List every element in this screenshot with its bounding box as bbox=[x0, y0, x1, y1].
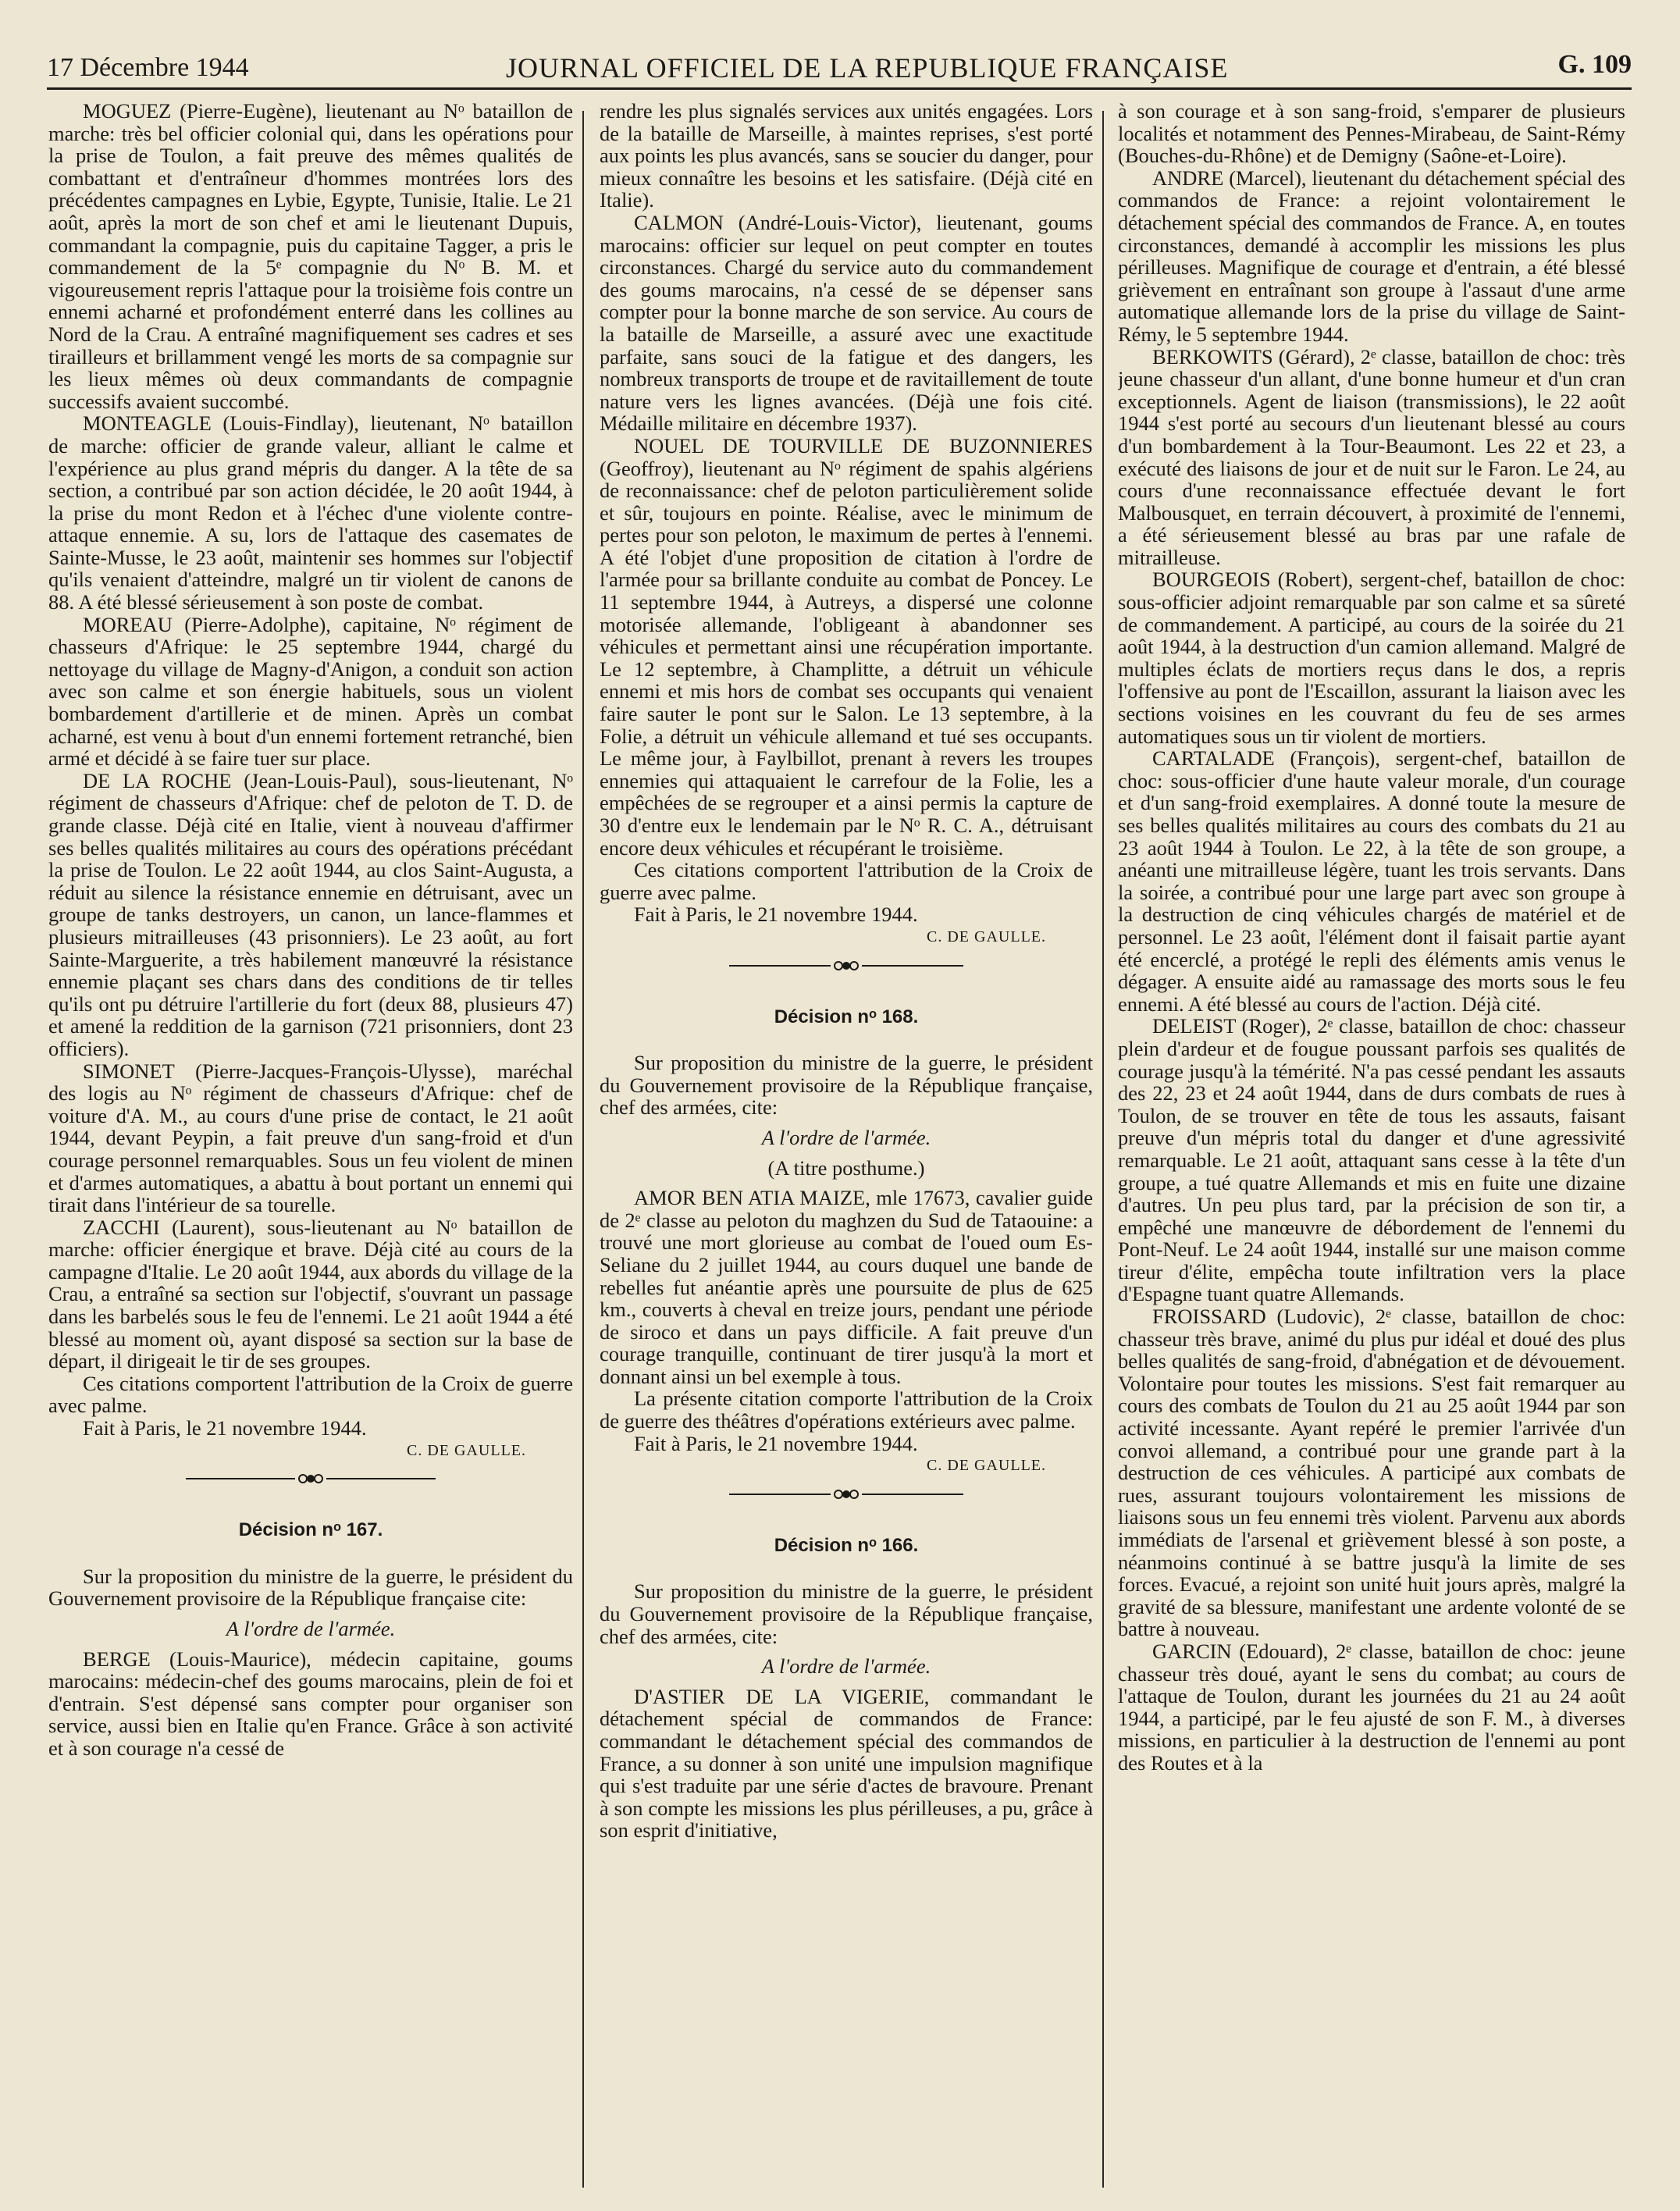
toe-palme-note: La présente citation comporte l'attribution de la Croix de guerre des théâtres d'opérations extérieurs avec palme. bbox=[600, 1387, 1093, 1433]
column-3 bbox=[1118, 100, 1625, 2192]
citation-cartalade: CARTALADE (François), sergent-chef, bataillon de choc: sous-officier d'une haute valeur morale, d'un courage et d'un sang-froid exemplaires. A donné toute la mesure de ses belles qualités militaires au cours des combats du 21 au 23 août 1944 à Toulon. Le 22, à la tête de son groupe, a anéanti une mitrailleuse légère, tuant les trois servants. Dans la soirée, a contribué pour une large part avec son groupe à la destruction de cinq véhicules chargés de matériel et de personnel. Le 23 août, l'élément dont il faisait partie ayant été encerclé, a protégé le repli des éléments amis venus le dégager. A ensuite aidé au ramassage des morts sous le feu ennemi. A été blessé au cours de l'action. Déjà cité. bbox=[1118, 746, 1625, 1016]
palme-note: Ces citations comportent l'attribution de la Croix de guerre avec palme. bbox=[48, 1371, 573, 1418]
page-number: G. 109 bbox=[1557, 50, 1632, 79]
signature: C. DE GAULLE. bbox=[927, 1457, 1046, 1475]
column-1 bbox=[48, 100, 573, 2192]
citation-froissard: FROISSARD (Ludovic), 2ᵉ classe, bataillon de choc: chasseur très brave, animé du plus pur idéal et doué des plus belles qualités de sang-froid, d'abnégation et de dévouement. Volontaire pour toutes les missions. S'est fait remarquer au cours des combats de Toulon du 21 au 25 août 1944 par son activité incessante. Ayant repéré le premier l'arrivée d'un convoi allemand, a contribué pour une grande part à la destruction de ces véhicules. A participé aux combats de rues, assurant toujours volontairement les missions de liaisons sous un feu ennemi très violent. Parvenu aux abords immédiats de l'arsenal et grièvement blessé à son poste, a néanmoins continué à se battre jusqu'à la limite de ses forces. Evacué, a rejoint son unité huit jours après, malgré la gravité de sa blessure, manifestant une ardente volonté de se battre à nouveau. bbox=[1118, 1305, 1625, 1641]
citation-calmon: CALMON (André-Louis-Victor), lieutenant, goums marocains: officier sur lequel on peut compter en toutes circonstances. Chargé du service auto du commandement des goums marocains, n'a cessé de se dépenser sans compter pour la bonne marche de son service. Au cours de la bataille de Marseille, a assuré avec une exactitude parfaite, sans souci de la fatigue et des dangers, les nombreux transports de troupe et de ravitaillement de toute nature vers les lignes avancées. (Déjà une fois cité. Médaille militaire en décembre 1937). bbox=[600, 210, 1093, 436]
fait-a-paris: Fait à Paris, le 21 novembre 1944. bbox=[634, 903, 918, 927]
decision-166-order: A l'ordre de l'armée. bbox=[761, 1654, 931, 1679]
citation-moreau: MOREAU (Pierre-Adolphe), capitaine, Nᵒ régiment de chasseurs d'Afrique: le 25 septembre 1944, chargé du nettoyage du village de Magny-d'Anigon, a conduit son action avec son calme et son énergie habituels, sous un violent bombardement d'artillerie et de minen. Après un combat acharné, est venu à bout d'un ennemi fortement retranché, bien armé et décidé à se faire tuer sur place. bbox=[48, 612, 573, 771]
ornament-separator bbox=[729, 960, 963, 972]
decision-166-intro: Sur proposition du ministre de la guerre, le président du Gouvernement provisoire de la République française, chef des armées, cite: bbox=[600, 1579, 1093, 1648]
citation-simonet: SIMONET (Pierre-Jacques-François-Ulysse), maréchal des logis au Nᵒ régiment de chasseurs d'Afrique: chef de voiture d'A. M., au cours d'une prise de contact, le 21 août 1944, devant Peypin, a fait preuve d'un sang-froid et d'un courage personnel remarquables. Sous un feu violent de minen et d'armes automatiques, a abattu à bout portant un ennemi qui tirait dans l'intérieur de sa tourelle. bbox=[48, 1059, 573, 1217]
palme-note: Ces citations comportent l'attribution de la Croix de guerre avec palme. bbox=[600, 858, 1093, 904]
header-date: 17 Décembre 1944 bbox=[47, 53, 249, 82]
page-header bbox=[47, 47, 1632, 90]
decision-166-title: Décision nᵒ 166. bbox=[774, 1534, 919, 1556]
citation-d-astier-cont: à son courage et à son sang-froid, s'emparer de plusieurs localités et notamment des Pennes-Mirabeau, de Saint-Rémy (Bouches-du-Rhône) et de Demigny (Saône-et-Loire). bbox=[1118, 100, 1625, 168]
citation-d-astier: D'ASTIER DE LA VIGERIE, commandant le détachement spécial de commandos de France: commandant le détachement spécial des commandos de France, a su donner à son unité une impulsion magnifique qui s'est traduite par une série d'actes de bravoure. Prenant à son compte les missions les plus périlleuses, a pu, grâce à son esprit d'initiative, bbox=[600, 1684, 1093, 1842]
signature: C. DE GAULLE. bbox=[927, 927, 1046, 945]
ornament-separator bbox=[729, 1488, 963, 1501]
citation-deleist: DELEIST (Roger), 2ᵉ classe, bataillon de choc: chasseur plein d'ardeur et de fougue poussant parfois ses qualités de courage jusqu'à la témérité. N'a pas cessé pendant les assauts des 22, 23 et 24 août 1944, dans de durs combats de rues à Toulon, de se trouver en tête de tous les assauts, faisant preuve d'un mépris total du danger et d'une agressivité remarquable. Le 21 août, attaquant sans cesse à la tête d'un groupe, a tué quatre Allemands et mis en fuite une dizaine d'autres. Un peu plus tard, par la précision de son tir, a empêché une manœuvre de débordement de l'ennemi du Pont-Neuf. Le 24 août 1944, installé sur une maison comme tireur d'élite, empêcha toute infiltration vers la place d'Espagne tuant quatre Allemands. bbox=[1118, 1014, 1625, 1306]
citation-andre: ANDRE (Marcel), lieutenant du détachement spécial des commandos de France: a rejoint volontairement le détachement spécial des commandos de France. A, en toutes circonstances, demandé à accomplir les missions les plus périlleuses. Magnifique de courage et d'entrain, a été blessé grièvement en entraînant son groupe à l'assaut d'une arme automatique allemande lors de la prise du village de Saint-Rémy, le 5 septembre 1944. bbox=[1118, 166, 1625, 346]
citation-nouel-de-tourville: NOUEL DE TOURVILLE DE BUZONNIERES (Geoffroy), lieutenant au Nᵒ régiment de spahis algériens de reconnaissance: chef de peloton particulièrement solide et sûr, toujours en pointe. Réalise, avec le minimum de pertes pour son peloton, le maximum de pertes à l'ennemi. A été l'objet d'une proposition de citation à l'ordre de l'armée pour sa brillante conduite au combat de Poncey. Le 11 septembre 1944, à Autreys, a dispersé une colonne motorisée allemande, l'obligeant à abandonner ses véhicules et permettant ainsi une récupération importante. Le 12 septembre, à Champlitte, a détruit un véhicule ennemi et mis hors de combat ses occupants qui venaient faire sauter le pont sur le Salon. Le 13 septembre, à la Folie, a détruit un véhicule allemand et tué ses occupants. Le même jour, à Faylbillot, prenant à revers les troupes ennemies qui attaquaient le carrefour de la Folie, les a empêchées de se regrouper et a ainsi permis la capture de 30 d'entre eux le lendemain par le Nᵒ R. C. A., détruisant encore deux véhicules et récupérant le troisième. bbox=[600, 433, 1093, 860]
journal-title: JOURNAL OFFICIEL DE LA REPUBLIQUE FRANÇAISE bbox=[506, 52, 1229, 84]
decision-167-title: Décision nᵒ 167. bbox=[238, 1519, 383, 1541]
citation-berge-cont: rendre les plus signalés services aux unités engagées. Lors de la bataille de Marseille, à maintes reprises, s'est porté aux points les plus avancés, sans se soucier du danger, pour mieux connaître les besoins et les satisfaire. (Déjà cité en Italie). bbox=[600, 100, 1093, 212]
column-divider bbox=[1102, 111, 1104, 2188]
decision-168-order: A l'ordre de l'armée. bbox=[761, 1125, 931, 1149]
citation-berkowits: BERKOWITS (Gérard), 2ᵉ classe, bataillon de choc: très jeune chasseur d'un allant, d'une bonne humeur et d'un cran exceptionnels. Agent de liaison (transmissions), le 22 août 1944 s'est porté au secours d'un lieutenant blessé au cours d'un bombardement à la Tour-Beaumont. Les 22 et 23, a exécuté des liaisons de jour et de nuit sur le Faron. Le 24, au cours d'une reconnaissance effectuée devant le fort Malbousquet, en terrain découvert, à proximité de l'ennemi, a été sérieusement blessé au bras par une rafale de mitrailleuse. bbox=[1118, 344, 1625, 569]
decision-168-intro: Sur proposition du ministre de la guerre, le président du Gouvernement provisoire de la République française, chef des armées, cite: bbox=[600, 1051, 1093, 1120]
citation-berge: BERGE (Louis-Maurice), médecin capitaine, goums marocains: médecin-chef des goums marocains, plein de foi et d'entrain. S'est dépensé sans compter pour organiser son service, aussi bien en Italie qu'en France. Grâce à son activité et à son courage n'a cessé de bbox=[48, 1647, 573, 1760]
decision-168-posthume: (A titre posthume.) bbox=[767, 1155, 925, 1180]
signature: C. DE GAULLE. bbox=[407, 1441, 526, 1459]
citation-moguez: MOGUEZ (Pierre-Eugène), lieutenant au Nᵒ bataillon de marche: très bel officier colonial qui, dans les opérations pour la prise de Toulon, a fait preuve des mêmes qualités de combattant et d'entraîneur d'hommes montrées lors des précédentes campagnes en Lybie, Egypte, Tunisie, Italie. Le 21 août, après la mort de son chef et ami le lieutenant Dupuis, commandant la compagnie, puis du capitaine Tagger, a pris le commandement de la 5ᵉ compagnie du Nᵒ B. M. et vigoureusement repris l'attaque pour la troisième fois contre un ennemi acharné et profondément enterré dans les collines au Nord de la Crau. A entraîné magnifiquement ses cadres et ses tirailleurs et brillamment vengé les morts de sa compagnie sur les lieux mêmes où deux commandants de compagnie successifs avaient succombé. bbox=[48, 100, 573, 413]
citation-de-la-roche: DE LA ROCHE (Jean-Louis-Paul), sous-lieutenant, Nᵒ régiment de chasseurs d'Afrique: chef de peloton de T. D. de grande classe. Déjà cité en Italie, vient à nouveau d'affirmer ses belles qualités militaires au cours des opérations précédant la prise de Toulon. Le 22 août 1944, au clos Saint-Augusta, a réduit au silence la résistance ennemie en détruisant, avec un groupe de tanks destroyers, un canon, un lance-flammes et plusieurs mitrailleuses (43 prisonniers). Le 23 août, au fort Sainte-Marguerite, a très habilement manœuvré la résistance ennemie plaçant ses chars dans des conditions de tir telles qu'ils ont pu détruire l'artillerie du fort (deux 88, plusieurs 47) et amené la reddition de la garnison (721 prisonniers, dont 23 officiers). bbox=[48, 768, 573, 1060]
decision-168-title: Décision nᵒ 168. bbox=[774, 1006, 919, 1027]
fait-a-paris: Fait à Paris, le 21 novembre 1944. bbox=[83, 1416, 367, 1440]
column-divider bbox=[582, 111, 584, 2188]
ornament-separator bbox=[186, 1472, 436, 1485]
citation-garcin: GARCIN (Edouard), 2ᵉ classe, bataillon de choc: jeune chasseur très doué, ayant le sens du combat; au cours de l'attaque de Toulon, durant les journées du 21 au 24 août 1944, a participé, par le feu ajusté de son F. M., à diverses missions, en particulier à la destruction de l'ennemi au pont des Routes et à la bbox=[1118, 1639, 1625, 1775]
citation-amor-ben-atia: AMOR BEN ATIA MAIZE, mle 17673, cavalier guide de 2ᵉ classe au peloton du maghzen du Sud de Tataouine: a trouvé une mort glorieuse au combat de l'oued oum Es-Seliane du 2 juillet 1944, au cours duquel une bande de rebelles fut anéantie après une poursuite de plus de 625 km., couverts à cheval en treize jours, pendant une période de siroco et dans un pays difficile. A fait preuve d'un courage tranquille, continuant de tirer jusqu'à la mort et donnant ainsi un bel exemple à tous. bbox=[600, 1186, 1093, 1388]
column-2 bbox=[600, 100, 1093, 2192]
fait-a-paris: Fait à Paris, le 21 novembre 1944. bbox=[634, 1431, 918, 1455]
citation-zacchi: ZACCHI (Laurent), sous-lieutenant au Nᵒ bataillon de marche: officier énergique et brave. Déjà cité au cours de la campagne d'Italie. Le 20 août 1944, aux abords du village de la Crau, a entraîné sa section sur l'objectif, s'ouvrant un passage dans les barbelés sous le feu de l'ennemi. Le 21 août 1944 a été blessé au moment où, ayant disposé sa section sur la base de départ, il dirigeait le tir de ses groupes. bbox=[48, 1215, 573, 1373]
citation-bourgeois: BOURGEOIS (Robert), sergent-chef, bataillon de choc: sous-officier adjoint remarquable par son calme et sa sûreté de commandement. A participé, au cours de la soirée du 21 août 1944, à la destruction d'un camion allemand. Malgré de multiples éclats de mortiers reçus dans le dos, a repris l'offensive au pont de l'Escaillon, assurant la liaison avec les sections voisines en les couvrant du feu de ses armes automatiques sous un tir violent de mortiers. bbox=[1118, 568, 1625, 748]
decision-167-order: A l'ordre de l'armée. bbox=[226, 1617, 396, 1640]
citation-monteagle: MONTEAGLE (Louis-Findlay), lieutenant, Nᵒ bataillon de marche: officier de grande valeur, alliant le calme et l'expérience au plus grand mépris du danger. A la tête de sa section, a contribué par son action décidée, le 20 août 1944, à la prise du mont Redon et à l'échec d'une violente contre-attaque ennemie. A su, lors de l'attaque des casemates de Sainte-Musse, le 23 août, maintenir ses hommes sur l'objectif qu'ils venaient d'atteindre, malgré un tir violent de canons de 88. A été blessé sérieusement à son poste de combat. bbox=[48, 411, 573, 614]
decision-167-intro: Sur la proposition du ministre de la guerre, le président du Gouvernement provisoire de la République française cite: bbox=[48, 1564, 573, 1611]
